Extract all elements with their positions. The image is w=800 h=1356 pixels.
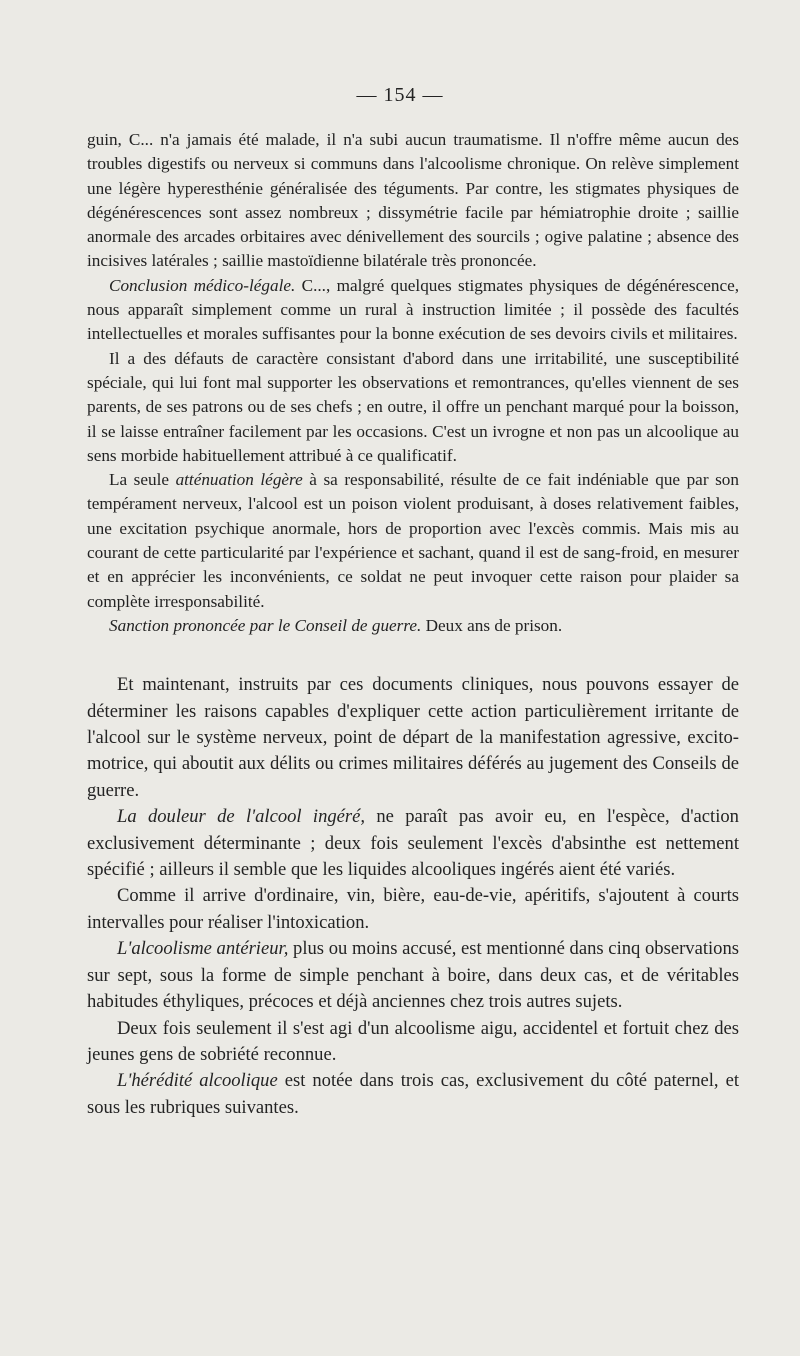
conclusion-text: C..., malgré quelques stigmates physiques de dégénérescence, nous apparaît simplement comme un rural à instruction limitée ; il possède des facultés intellectuelles et morales suffisantes pour la bonne exécution de ses devoirs civils et militaires. <box>87 275 739 344</box>
paragraph-heredite <box>87 1068 739 1121</box>
sanction-text: Deux ans de prison. <box>421 615 563 635</box>
alcoolisme-label: L'alcoolisme antérieur, <box>117 938 289 960</box>
paragraph-intro: Et maintenant, instruits par ces documents cliniques, nous pouvons essayer de déterminer les raisons capables d'expliquer cette action particulièrement irritante de l'alcool sur le système nerveux, point de départ de la manifestation agressive, excito-motrice, qui aboutit aux délits ou crimes militaires déférés au jugement des Conseils de guerre. <box>87 674 739 801</box>
alcoolisme-text: plus ou moins accusé, est mentionné dans cinq observations sur sept, sous la forme de simple penchant à boire, dans deux cas, et de véritables habitudes éthyliques, précoces et déjà anciennes chez trois autres sujets. <box>87 938 739 1013</box>
attenuation-pre: La seule <box>109 470 176 490</box>
douleur-text: ne paraît pas avoir eu, en l'espèce, d'action exclusivement déterminante ; deux fois seulement l'excès d'absinthe est nettement spécifié ; ailleurs il semble que les liquides alcooliques ingérés aient été variés. <box>87 806 739 881</box>
sanction-label: Sanction prononcée par le Conseil de guerre. <box>109 615 422 635</box>
observation-section <box>87 128 739 638</box>
heredite-label: L'hérédité alcoolique <box>117 1070 278 1092</box>
conclusion-label: Conclusion médico-légale. <box>109 275 296 295</box>
paragraph-aigu: Deux fois seulement il s'est agi d'un alcoolisme aigu, accidentel et fortuit chez des jeunes gens de sobriété reconnue. <box>87 1017 739 1065</box>
douleur-label: La douleur de l'alcool ingéré, <box>117 806 366 828</box>
attenuation-text: à sa responsabilité, résulte de ce fait indéniable que par son tempérament nerveux, l'alcool est un poison violent produisant, à doses relativement faibles, une excitation psychique anormale, hors de proportion avec l'excès commis. Mais mis au courant de cette particularité par l'expérience et sachant, quand il est de sang-froid, en mesurer et en apprécier les inconvénients, ce soldat ne peut invoquer cette raison pour plaider sa complète irresponsabilité. <box>87 470 739 611</box>
paragraph-attenuation <box>87 468 739 614</box>
paragraph-sanction <box>87 614 739 638</box>
page-body <box>87 128 739 1121</box>
paragraph-comme: Comme il arrive d'ordinaire, vin, bière, eau-de-vie, apéritifs, s'ajoutent à courts intervalles pour réaliser l'intoxication. <box>87 885 739 933</box>
page-number: — 154 — <box>356 84 444 106</box>
paragraph-1: guin, C... n'a jamais été malade, il n'a subi aucun traumatisme. Il n'offre même aucun des troubles digestifs ou nerveux si communs dans l'alcoolisme chronique. On relève simplement une légère hyperesthénie généralisée des téguments. Par contre, les stigmates physiques de dégénérescences sont assez nombreux ; dissymétrie facile par hémiatrophie droite ; saillie anormale des arcades orbitaires avec dénivellement des sourcils ; ogive palatine ; absence des incisives latérales ; saillie mastoïdienne bilatérale très prononcée. <box>87 130 739 271</box>
paragraph-defects: Il a des défauts de caractère consistant d'abord dans une irritabilité, une susceptibilité spéciale, qui lui font mal supporter les observations et remontrances, qu'elles viennent de ses parents, de ses patrons ou de ses chefs ; en outre, il offre un penchant marqué pour la boisson, il se laisse entraîner facilement par les occasions. C'est un ivrogne et non pas un alcoolique au sens morbide habituellement attribué à ce qualificatif. <box>87 348 739 465</box>
attenuation-label: atténuation légère <box>175 470 303 490</box>
heredite-text: est notée dans trois cas, exclusivement du côté paternel, et sous les rubriques suivantes. <box>87 1070 739 1118</box>
paragraph-douleur <box>87 804 739 883</box>
paragraph-conclusion <box>87 274 739 347</box>
analysis-section <box>87 672 739 1121</box>
paragraph-alcoolisme <box>87 936 739 1015</box>
